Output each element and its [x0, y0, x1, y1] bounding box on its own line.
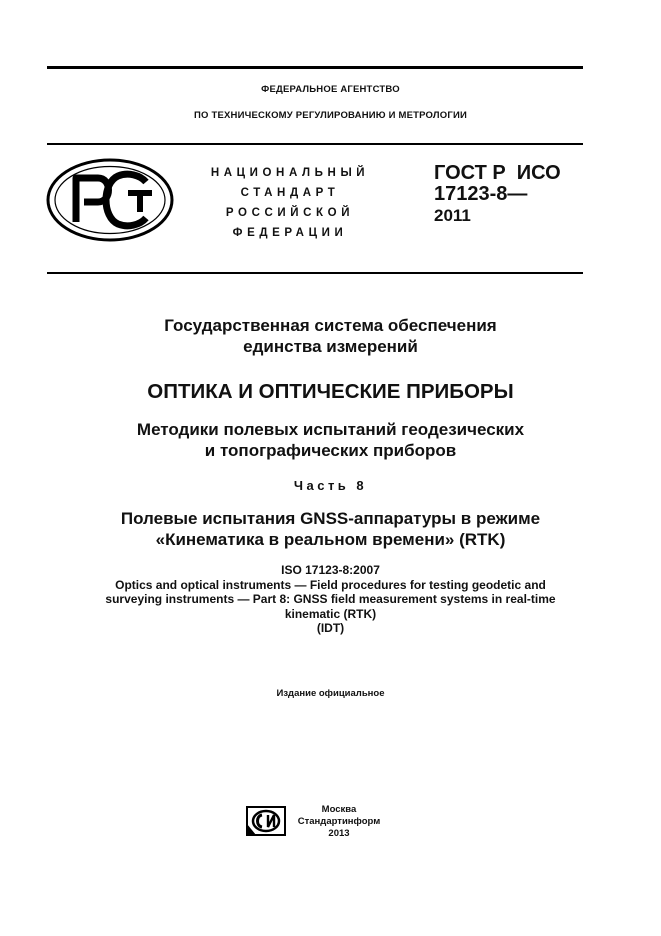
header-divider: [47, 143, 583, 145]
gost-designation-line-1: ГОСТ Р ИСО: [434, 162, 561, 184]
system-title-line-1: Государственная система обеспечения: [164, 316, 497, 335]
main-title: ОПТИКА И ОПТИЧЕСКИЕ ПРИБОРЫ: [147, 380, 514, 403]
publisher-block: [297, 804, 381, 840]
iso-line-4: kinematic (RTK): [284, 606, 377, 621]
part-title-line-1: Полевые испытания GNSS-аппаратуры в режиме: [120, 509, 541, 528]
subtitle-line-1: Методики полевых испытаний геодезических: [136, 420, 525, 439]
top-rule: [47, 66, 583, 69]
gost-r-certification-mark-icon: [46, 158, 174, 242]
publisher-year: 2013: [328, 828, 350, 839]
part-title-line-2: «Кинематика в реальном времени» (RTK): [155, 530, 506, 549]
national-standard-line-4: ФЕДЕРАЦИИ: [232, 227, 348, 239]
gost-designation-line-2: 17123-8—: [434, 183, 528, 205]
standartinform-logo-icon: [246, 806, 286, 836]
iso-reference: [0, 563, 661, 636]
system-title-line-2: единства измерений: [243, 337, 418, 356]
agency-line-1: ФЕДЕРАЛЬНОЕ АГЕНТСТВО: [261, 84, 400, 95]
national-standard-line-3: РОССИЙСКОЙ: [225, 207, 355, 219]
iso-line-3: surveying instruments — Part 8: GNSS field measurement systems in real-time: [105, 592, 556, 606]
subtitle: [0, 419, 661, 461]
part-title: [0, 508, 661, 550]
gost-designation: [434, 163, 561, 226]
part-number: Часть 8: [293, 478, 368, 493]
iso-line-5: (IDT): [316, 621, 345, 635]
subtitle-line-2: и топографических приборов: [204, 441, 457, 460]
agency-line-2: ПО ТЕХНИЧЕСКОМУ РЕГУЛИРОВАНИЮ И МЕТРОЛОГИИ: [194, 110, 467, 121]
national-standard-line-1: НАЦИОНАЛЬНЫЙ: [210, 167, 370, 179]
iso-line-2: Optics and optical instruments — Field procedures for testing geodetic and: [115, 577, 546, 592]
publisher-name: Стандартинформ: [297, 816, 381, 827]
system-title: [0, 315, 661, 357]
national-standard-line-2: СТАНДАРТ: [240, 187, 340, 199]
standard-divider: [47, 272, 583, 274]
iso-line-1: ISO 17123-8:2007: [281, 563, 380, 577]
publisher-city: Москва: [321, 804, 357, 815]
edition-label: Издание официальное: [276, 688, 385, 699]
gost-designation-line-3: 2011: [434, 206, 471, 225]
